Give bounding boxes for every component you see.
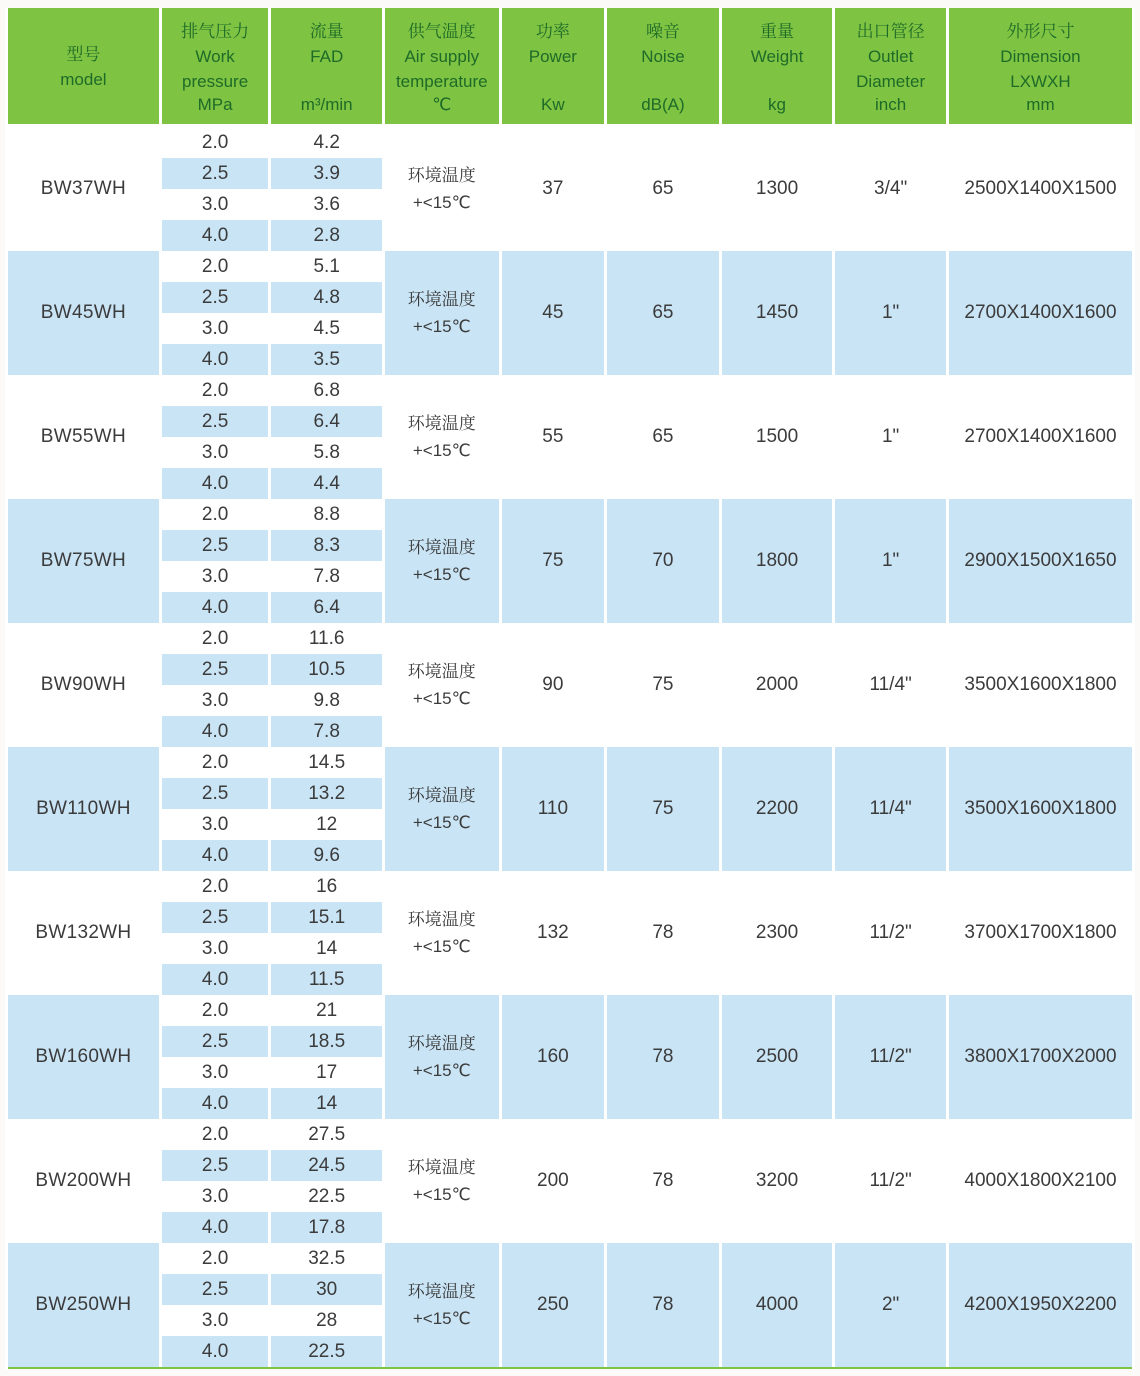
dimension-cell: 2700X1400X1600 <box>949 251 1132 375</box>
spec-row <box>8 871 1132 902</box>
header-cell-content <box>722 8 833 124</box>
temp-line: 环境温度 <box>407 662 476 681</box>
table-body <box>8 127 1132 1367</box>
pressure-cell: 3.0 <box>162 809 269 840</box>
outlet-cell: 11/2" <box>835 871 946 995</box>
model-cell: BW75WH <box>8 499 159 623</box>
fad-cell: 17.8 <box>271 1212 382 1243</box>
weight-cell: 2500 <box>722 995 833 1119</box>
fad-cell: 14.5 <box>271 747 382 778</box>
temp-line: +<15℃ <box>412 193 471 212</box>
dimension-cell: 3700X1700X1800 <box>949 871 1132 995</box>
spec-row <box>8 1243 1132 1274</box>
dimension-cell: 3500X1600X1800 <box>949 623 1132 747</box>
header-pressure <box>162 8 269 127</box>
header-cell-content <box>162 8 269 124</box>
noise-cell: 65 <box>607 127 719 251</box>
spec-row <box>8 499 1132 530</box>
noise-cell: 75 <box>607 623 719 747</box>
header-lines <box>396 19 488 94</box>
temp-line: 环境温度 <box>407 414 476 433</box>
header-noise <box>607 8 719 127</box>
pressure-cell: 2.5 <box>162 778 269 809</box>
fad-cell: 18.5 <box>271 1026 382 1057</box>
noise-cell: 75 <box>607 747 719 871</box>
pressure-cell: 4.0 <box>162 468 269 499</box>
temp-cell <box>385 871 499 995</box>
fad-cell: 5.1 <box>271 251 382 282</box>
pressure-cell: 2.5 <box>162 902 269 933</box>
fad-cell: 27.5 <box>271 1119 382 1150</box>
fad-cell: 7.8 <box>271 561 382 592</box>
temp-line: 环境温度 <box>407 166 476 185</box>
fad-cell: 8.3 <box>271 530 382 561</box>
fad-cell: 3.5 <box>271 344 382 375</box>
fad-cell: 6.4 <box>271 592 382 623</box>
outlet-cell: 11/4" <box>835 623 946 747</box>
fad-cell: 17 <box>271 1057 382 1088</box>
outlet-cell: 11/2" <box>835 995 946 1119</box>
table-header <box>8 8 1132 127</box>
pressure-cell: 2.0 <box>162 871 269 902</box>
header-power <box>502 8 605 127</box>
header-cell-content <box>835 8 946 124</box>
pressure-cell: 2.5 <box>162 654 269 685</box>
header-cell-content <box>385 8 499 124</box>
outlet-cell: 3/4" <box>835 127 946 251</box>
temp-line: +<15℃ <box>412 937 471 956</box>
temp-line: +<15℃ <box>412 1061 471 1080</box>
header-weight <box>722 8 833 127</box>
dimension-cell: 2500X1400X1500 <box>949 127 1132 251</box>
temp-cell <box>385 1119 499 1243</box>
header-cell-content <box>949 8 1132 124</box>
temp-line: +<15℃ <box>412 1309 471 1328</box>
header-line: 流量 <box>309 22 344 41</box>
header-unit: MPa <box>197 95 233 114</box>
pressure-cell: 2.0 <box>162 499 269 530</box>
weight-cell: 2000 <box>722 623 833 747</box>
fad-cell: 4.4 <box>271 468 382 499</box>
fad-cell: 4.5 <box>271 313 382 344</box>
header-lines <box>856 19 925 94</box>
dimension-cell: 4200X1950X2200 <box>949 1243 1132 1367</box>
pressure-cell: 2.0 <box>162 1243 269 1274</box>
power-cell: 132 <box>502 871 605 995</box>
temp-line: 环境温度 <box>407 538 476 557</box>
pressure-cell: 4.0 <box>162 220 269 251</box>
spec-row <box>8 1119 1132 1150</box>
header-lines <box>60 42 106 92</box>
pressure-cell: 4.0 <box>162 1336 269 1367</box>
header-unit: m³/min <box>300 95 353 114</box>
outlet-cell: 11/2" <box>835 1119 946 1243</box>
pressure-cell: 4.0 <box>162 592 269 623</box>
header-cell-content <box>8 8 159 124</box>
outlet-cell: 1" <box>835 499 946 623</box>
pressure-cell: 2.0 <box>162 251 269 282</box>
dimension-cell: 3800X1700X2000 <box>949 995 1132 1119</box>
header-line: Dimension <box>1000 47 1081 66</box>
header-line: pressure <box>182 72 249 91</box>
fad-cell: 28 <box>271 1305 382 1336</box>
bottom-accent-line <box>8 1367 1132 1369</box>
spec-row <box>8 995 1132 1026</box>
header-line: 噪音 <box>645 22 680 41</box>
pressure-cell: 2.5 <box>162 1150 269 1181</box>
weight-cell: 1300 <box>722 127 833 251</box>
pressure-cell: 2.0 <box>162 995 269 1026</box>
temp-line: +<15℃ <box>412 1185 471 1204</box>
temp-cell <box>385 1243 499 1367</box>
pressure-cell: 4.0 <box>162 1088 269 1119</box>
weight-cell: 4000 <box>722 1243 833 1367</box>
weight-cell: 1450 <box>722 251 833 375</box>
header-line: model <box>60 70 107 89</box>
header-lines <box>641 19 684 69</box>
temp-cell <box>385 499 499 623</box>
weight-cell: 2300 <box>722 871 833 995</box>
outlet-cell: 1" <box>835 251 946 375</box>
temp-line: +<15℃ <box>412 813 471 832</box>
fad-cell: 12 <box>271 809 382 840</box>
header-unit: mm <box>1026 95 1055 114</box>
power-cell: 200 <box>502 1119 605 1243</box>
header-lines <box>751 19 804 69</box>
power-cell: 55 <box>502 375 605 499</box>
header-line: 型号 <box>66 45 101 64</box>
header-unit: Kw <box>541 95 565 114</box>
pressure-cell: 2.5 <box>162 282 269 313</box>
fad-cell: 3.6 <box>271 189 382 220</box>
header-line: Air supply <box>404 47 480 66</box>
temp-cell <box>385 127 499 251</box>
spec-row <box>8 127 1132 158</box>
dimension-cell: 2700X1400X1600 <box>949 375 1132 499</box>
fad-cell: 5.8 <box>271 437 382 468</box>
header-line: Weight <box>750 47 804 66</box>
header-line: Diameter <box>856 72 926 91</box>
temp-cell <box>385 375 499 499</box>
pressure-cell: 2.5 <box>162 1274 269 1305</box>
fad-cell: 2.8 <box>271 220 382 251</box>
dimension-cell: 4000X1800X2100 <box>949 1119 1132 1243</box>
model-cell: BW160WH <box>8 995 159 1119</box>
pressure-cell: 4.0 <box>162 1212 269 1243</box>
pressure-cell: 2.5 <box>162 530 269 561</box>
fad-cell: 3.9 <box>271 158 382 189</box>
pressure-cell: 3.0 <box>162 1181 269 1212</box>
model-cell: BW132WH <box>8 871 159 995</box>
spec-table <box>5 8 1135 1367</box>
pressure-cell: 3.0 <box>162 1057 269 1088</box>
power-cell: 45 <box>502 251 605 375</box>
noise-cell: 78 <box>607 995 719 1119</box>
header-line: 功率 <box>535 22 570 41</box>
weight-cell: 3200 <box>722 1119 833 1243</box>
header-dimension <box>949 8 1132 127</box>
noise-cell: 78 <box>607 871 719 995</box>
header-cell-content <box>271 8 382 124</box>
header-line: 重量 <box>760 22 795 41</box>
header-line: 供气温度 <box>407 22 476 41</box>
outlet-cell: 11/4" <box>835 747 946 871</box>
fad-cell: 10.5 <box>271 654 382 685</box>
pressure-cell: 3.0 <box>162 1305 269 1336</box>
fad-cell: 15.1 <box>271 902 382 933</box>
pressure-cell: 2.5 <box>162 158 269 189</box>
noise-cell: 78 <box>607 1243 719 1367</box>
temp-cell <box>385 995 499 1119</box>
temp-line: 环境温度 <box>407 1034 476 1053</box>
temp-line: +<15℃ <box>412 565 471 584</box>
temp-cell <box>385 251 499 375</box>
header-line: 外形尺寸 <box>1006 22 1075 41</box>
header-line: Noise <box>641 47 685 66</box>
temp-line: +<15℃ <box>412 689 471 708</box>
model-cell: BW250WH <box>8 1243 159 1367</box>
spec-row <box>8 251 1132 282</box>
fad-cell: 14 <box>271 1088 382 1119</box>
model-cell: BW55WH <box>8 375 159 499</box>
header-lines <box>529 19 577 69</box>
model-cell: BW110WH <box>8 747 159 871</box>
header-fad <box>271 8 382 127</box>
fad-cell: 6.8 <box>271 375 382 406</box>
spec-table-wrap <box>5 8 1135 1369</box>
header-line: 排气压力 <box>181 22 250 41</box>
dimension-cell: 3500X1600X1800 <box>949 747 1132 871</box>
pressure-cell: 2.0 <box>162 1119 269 1150</box>
spec-row <box>8 623 1132 654</box>
weight-cell: 1800 <box>722 499 833 623</box>
pressure-cell: 3.0 <box>162 437 269 468</box>
header-unit: inch <box>875 95 907 114</box>
pressure-cell: 3.0 <box>162 685 269 716</box>
temp-line: 环境温度 <box>407 786 476 805</box>
header-line: Work <box>195 47 235 66</box>
header-unit: ℃ <box>432 95 452 114</box>
model-cell: BW200WH <box>8 1119 159 1243</box>
pressure-cell: 3.0 <box>162 561 269 592</box>
weight-cell: 1500 <box>722 375 833 499</box>
header-line: LXWXH <box>1010 72 1071 91</box>
header-lines <box>181 19 249 94</box>
fad-cell: 21 <box>271 995 382 1026</box>
header-lines <box>310 19 344 69</box>
power-cell: 250 <box>502 1243 605 1367</box>
fad-cell: 6.4 <box>271 406 382 437</box>
fad-cell: 9.6 <box>271 840 382 871</box>
header-line: Outlet <box>867 47 914 66</box>
pressure-cell: 2.0 <box>162 127 269 158</box>
header-line: Power <box>528 47 577 66</box>
noise-cell: 65 <box>607 251 719 375</box>
header-unit: dB(A) <box>641 95 685 114</box>
header-outlet <box>835 8 946 127</box>
fad-cell: 32.5 <box>271 1243 382 1274</box>
pressure-cell: 4.0 <box>162 964 269 995</box>
weight-cell: 2200 <box>722 747 833 871</box>
temp-line: +<15℃ <box>412 317 471 336</box>
fad-cell: 13.2 <box>271 778 382 809</box>
pressure-cell: 2.0 <box>162 747 269 778</box>
header-lines <box>1000 19 1080 94</box>
fad-cell: 4.8 <box>271 282 382 313</box>
temp-cell <box>385 623 499 747</box>
fad-cell: 11.6 <box>271 623 382 654</box>
pressure-cell: 3.0 <box>162 933 269 964</box>
noise-cell: 78 <box>607 1119 719 1243</box>
temp-line: 环境温度 <box>407 910 476 929</box>
power-cell: 90 <box>502 623 605 747</box>
temp-line: 环境温度 <box>407 290 476 309</box>
fad-cell: 7.8 <box>271 716 382 747</box>
fad-cell: 16 <box>271 871 382 902</box>
noise-cell: 65 <box>607 375 719 499</box>
dimension-cell: 2900X1500X1650 <box>949 499 1132 623</box>
pressure-cell: 4.0 <box>162 716 269 747</box>
power-cell: 37 <box>502 127 605 251</box>
pressure-cell: 2.0 <box>162 375 269 406</box>
temp-line: +<15℃ <box>412 441 471 460</box>
temp-line: 环境温度 <box>407 1282 476 1301</box>
fad-cell: 9.8 <box>271 685 382 716</box>
fad-cell: 4.2 <box>271 127 382 158</box>
fad-cell: 14 <box>271 933 382 964</box>
fad-cell: 8.8 <box>271 499 382 530</box>
spec-row <box>8 747 1132 778</box>
pressure-cell: 4.0 <box>162 840 269 871</box>
model-cell: BW37WH <box>8 127 159 251</box>
model-cell: BW45WH <box>8 251 159 375</box>
power-cell: 160 <box>502 995 605 1119</box>
header-unit: kg <box>768 95 787 114</box>
header-cell-content <box>502 8 605 124</box>
outlet-cell: 2" <box>835 1243 946 1367</box>
fad-cell: 22.5 <box>271 1181 382 1212</box>
power-cell: 110 <box>502 747 605 871</box>
temp-line: 环境温度 <box>407 1158 476 1177</box>
noise-cell: 70 <box>607 499 719 623</box>
pressure-cell: 3.0 <box>162 189 269 220</box>
fad-cell: 22.5 <box>271 1336 382 1367</box>
header-line: 出口管径 <box>856 22 925 41</box>
header-cell-content <box>607 8 719 124</box>
pressure-cell: 2.0 <box>162 623 269 654</box>
header-line: FAD <box>310 47 344 66</box>
pressure-cell: 2.5 <box>162 1026 269 1057</box>
header-row <box>8 8 1132 127</box>
fad-cell: 24.5 <box>271 1150 382 1181</box>
power-cell: 75 <box>502 499 605 623</box>
fad-cell: 30 <box>271 1274 382 1305</box>
spec-row <box>8 375 1132 406</box>
header-model <box>8 8 159 127</box>
pressure-cell: 3.0 <box>162 313 269 344</box>
pressure-cell: 2.5 <box>162 406 269 437</box>
temp-cell <box>385 747 499 871</box>
header-line: temperature <box>395 72 488 91</box>
outlet-cell: 1" <box>835 375 946 499</box>
header-temp <box>385 8 499 127</box>
model-cell: BW90WH <box>8 623 159 747</box>
pressure-cell: 4.0 <box>162 344 269 375</box>
fad-cell: 11.5 <box>271 964 382 995</box>
